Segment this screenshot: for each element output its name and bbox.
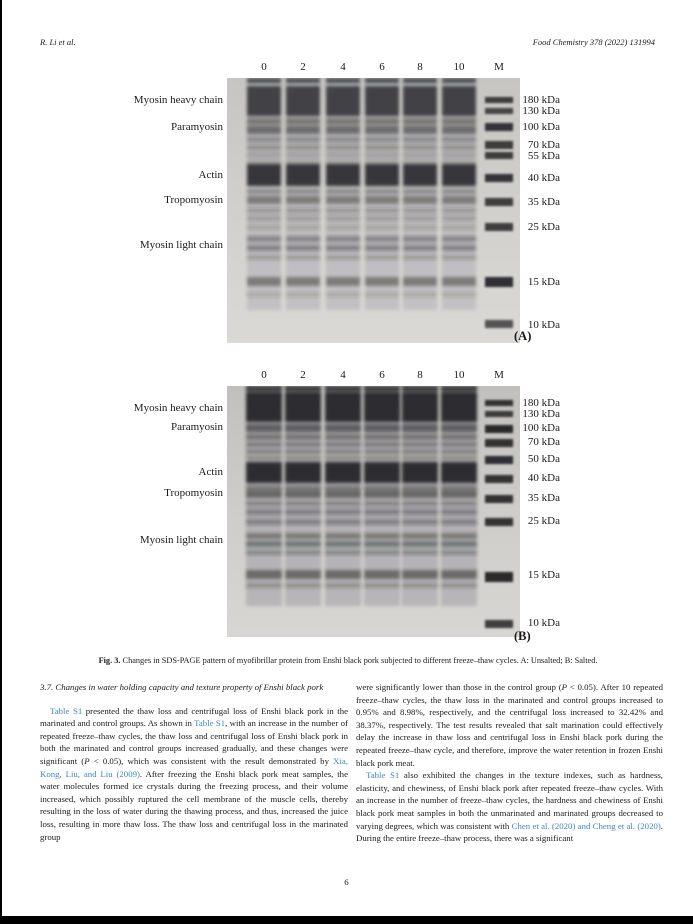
mw-label-b-25: 25 kDa (527, 515, 560, 527)
mw-label-a-70: 70 kDa (527, 139, 560, 151)
mw-label-b-10: 10 kDa (527, 617, 560, 629)
link-table-s1-3[interactable]: Table S1 (366, 770, 400, 781)
mw-label-a-55: 55 kDa (527, 150, 560, 162)
mw-label-b-50: 50 kDa (527, 453, 560, 465)
band-label-b-actin: Actin (198, 466, 223, 478)
band-label-a-actin: Actin (198, 169, 223, 181)
band-label-b-myosin-heavy-chain: Myosin heavy chain (133, 402, 223, 414)
band-label-a-myosin-light-chain: Myosin light chain (139, 239, 223, 251)
scan-edge-left (0, 0, 2, 924)
mw-label-a-180: 180 kDa (522, 94, 560, 106)
link-table-s1[interactable]: Table S1 (50, 705, 83, 716)
band-label-a-tropomyosin: Tropomyosin (164, 194, 223, 206)
lane-label-a-2: 2 (300, 61, 306, 73)
band-label-a-paramyosin: Paramyosin (171, 121, 223, 133)
lane-label-b-10: 10 (453, 369, 465, 381)
paragraph-right-2: Table S1 also exhibited the changes in the texture indexes, such as hardness, elasticity, and chewiness, of Enshi black pork after repeated freeze–thaw cycles. With an increase in the number of freeze–thaw cycles, the hardness and chewiness of Enshi black pork meat samples in both the unmarinated and marinated groups decreased to varying degrees, which was consistent with Chen et al. (2020) and Cheng et al. (2020). During the entire freeze–thaw process, there was a significant (356, 770, 663, 844)
lane-label-b-marker: M (494, 369, 504, 381)
band-label-b-paramyosin: Paramyosin (171, 421, 223, 433)
link-chen-cheng-2020[interactable]: Chen et al. (2020) and Cheng et al. (2020) (511, 820, 661, 831)
lane-label-b-0: 0 (261, 369, 267, 381)
mw-label-b-100: 100 kDa (522, 422, 560, 434)
panel-letter-a: (A) (514, 329, 532, 343)
mw-label-a-10: 10 kDa (527, 319, 560, 331)
mw-label-b-40: 40 kDa (527, 472, 560, 484)
mw-label-a-15: 15 kDa (527, 276, 560, 288)
mw-label-a-100: 100 kDa (522, 121, 560, 133)
lane-label-a-4: 4 (340, 61, 346, 73)
band-label-b-tropomyosin: Tropomyosin (164, 487, 223, 499)
figure-caption-label: Fig. 3. (98, 656, 121, 665)
paragraph-right-1: were significantly lower than those in the control group (P < 0.05). After 10 repeated freeze–thaw cycles, the thaw loss in the marinated and control groups increased to 0.95% and 8.98%, respectively, and the centrifugal loss increased to 32.42% and 38.37%, respectively. The test results revealed that salt marination could effectively delay the increase in thaw loss and centrifugal loss in Enshi black pork during the repeated freeze–thaw cycle, and therefore, improve the water retention in frozen Enshi black pork meat. (356, 682, 663, 768)
mw-label-b-35: 35 kDa (527, 492, 560, 504)
running-head-journal: Food Chemistry 378 (2022) 131994 (532, 37, 655, 47)
section-heading: 3.7. Changes in water holding capacity and texture property of Enshi black pork (40, 682, 324, 692)
link-xia-kong-liu-liu-2009[interactable]: Xia, Kong, Liu, and Liu (2009) (40, 755, 349, 779)
mw-label-b-70: 70 kDa (527, 436, 560, 448)
mw-label-b-130: 130 kDa (522, 408, 560, 420)
band-label-a-myosin-heavy-chain: Myosin heavy chain (133, 94, 223, 106)
lane-label-a-0: 0 (261, 61, 267, 73)
lane-label-b-4: 4 (340, 369, 346, 381)
band-label-b-myosin-light-chain: Myosin light chain (139, 534, 223, 546)
mw-label-a-25: 25 kDa (527, 221, 560, 233)
mw-label-b-180: 180 kDa (522, 397, 560, 409)
lane-label-a-10: 10 (453, 61, 465, 73)
mw-label-a-40: 40 kDa (527, 172, 560, 184)
body-column-left (40, 681, 348, 843)
body-column-right (356, 681, 663, 845)
lane-label-a-8: 8 (417, 61, 423, 73)
lane-label-b-8: 8 (417, 369, 423, 381)
lane-label-b-6: 6 (379, 369, 385, 381)
lane-label-a-marker: M (494, 61, 504, 73)
mw-label-a-130: 130 kDa (522, 105, 560, 117)
panel-letter-b: (B) (514, 629, 531, 643)
page-number: 6 (344, 877, 349, 887)
lane-label-a-6: 6 (379, 61, 385, 73)
figure-caption (55, 656, 641, 665)
mw-label-b-15: 15 kDa (527, 569, 560, 581)
figure-caption-text: Changes in SDS-PAGE pattern of myofibrillar protein from Enshi black pork subjected to different freeze–thaw cycles. A: Unsalted; B: Salted. (120, 656, 598, 665)
mw-label-a-35: 35 kDa (527, 196, 560, 208)
lane-label-b-2: 2 (300, 369, 306, 381)
link-table-s1-2[interactable]: Table S1 (194, 718, 226, 729)
paragraph-left: Table S1 presented the thaw loss and centrifugal loss of Enshi black pork in the marinated and control groups. As shown in Table S1, with an increase in the number of repeated freeze–thaw cycles, the thaw loss and centrifugal loss of Enshi black pork in both the marinated and control groups increased gradually, and these changes were significant (P < 0.05), which was consistent with the result demonstrated by Xia, Kong, Liu, and Liu (2009). After freezing the Enshi black pork meat samples, the water molecules formed ice crystals during the freezing process, and their volume increased, which possibly ruptured the cell membrane of the muscle cells, thereby resulting in the loss of water during the thawing process, and thus, increased the juice loss, resulting in more thaw loss. The thaw loss and centrifugal loss in the marinated group (40, 705, 349, 842)
scan-edge-bottom (0, 916, 693, 924)
running-head-authors: R. Li et al. (40, 37, 76, 47)
gel-image-panel-a (227, 78, 520, 343)
gel-image-panel-b (227, 386, 520, 637)
